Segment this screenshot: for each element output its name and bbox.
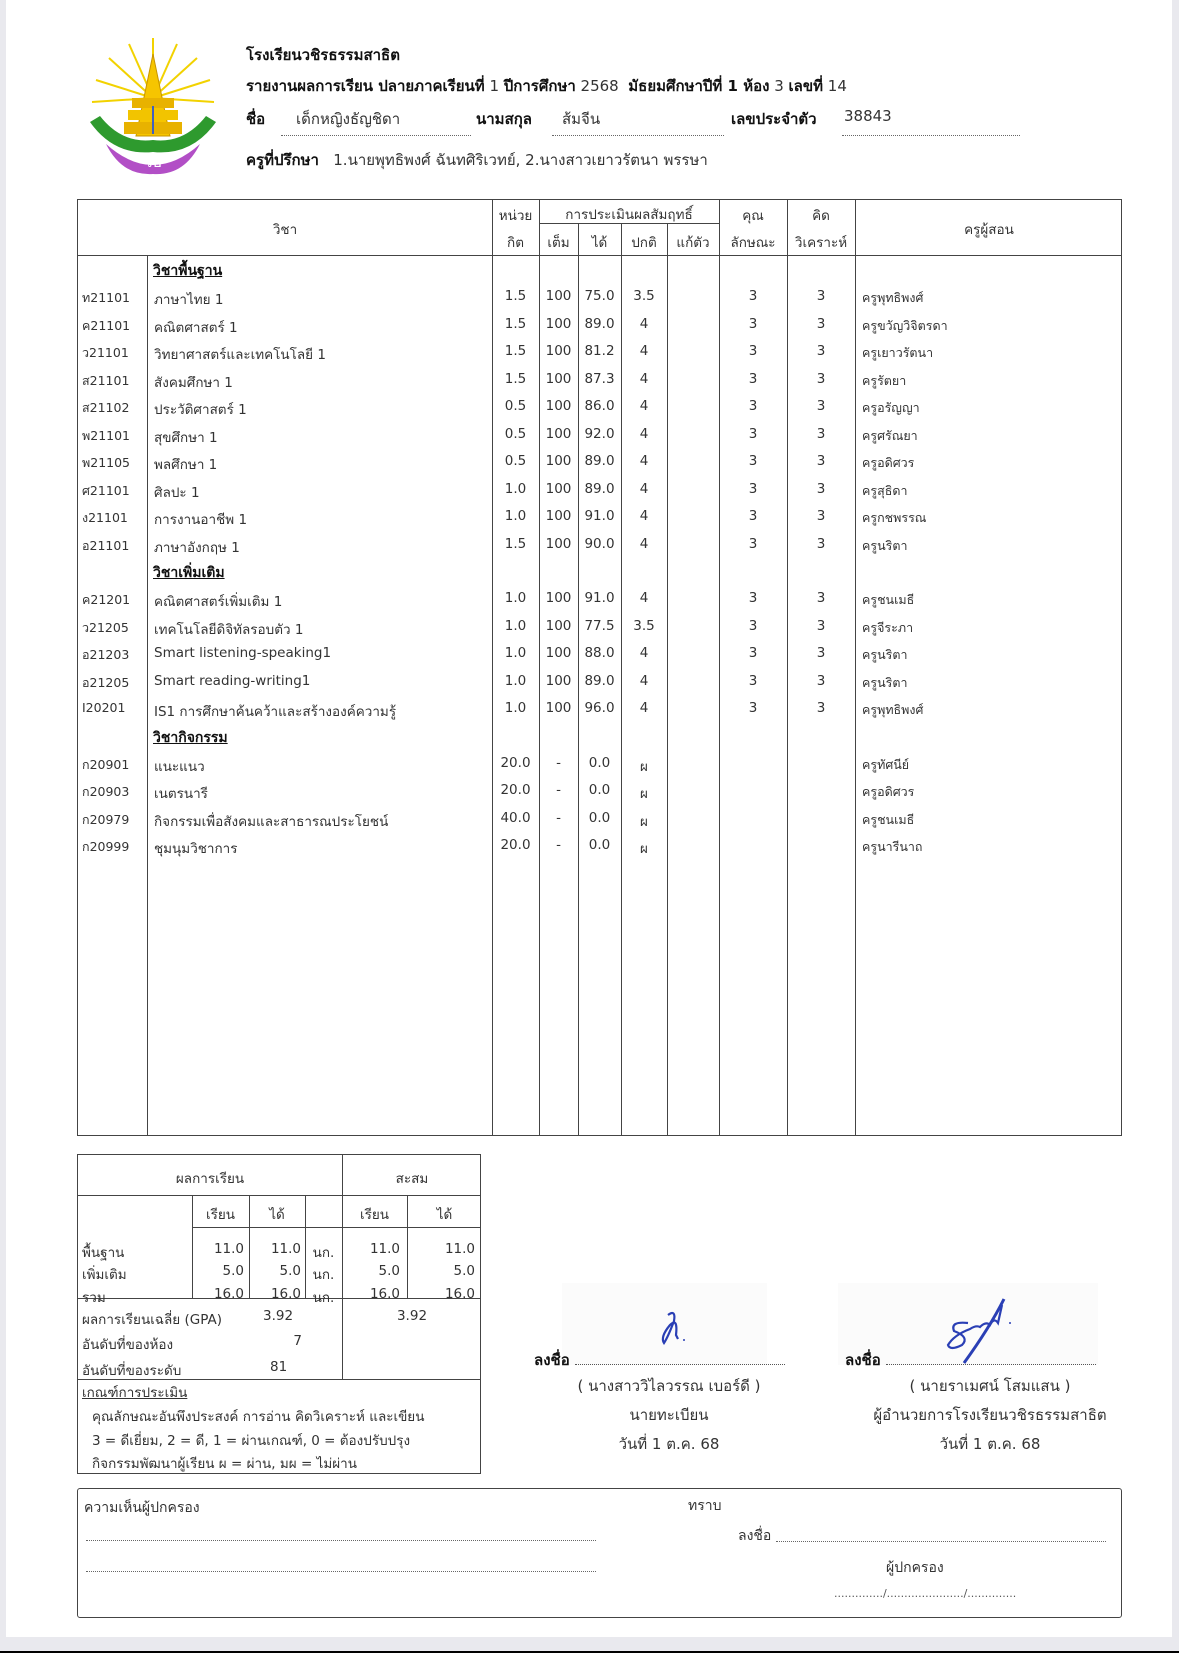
col-header-assessment: การประเมินผลสัมฤทธิ์: [565, 207, 693, 223]
cell-score: 89.0: [584, 315, 615, 332]
cell-teacher: ครูอดิศวร: [862, 784, 915, 799]
divider: [539, 200, 540, 1135]
cell-full: 100: [545, 535, 572, 552]
cell-code: ท21101: [82, 290, 131, 305]
cell-credit: 1.5: [504, 370, 527, 387]
cell-thinking: 3: [816, 672, 826, 689]
sign-dotted-line: [886, 1364, 1096, 1365]
cell-credit: 40.0: [500, 809, 531, 826]
cell-name: คณิตศาสตร์เพิ่มเติม 1: [154, 594, 283, 610]
divider: [855, 200, 856, 1135]
cell-score: 86.0: [584, 398, 615, 414]
cell-name: ภาษาอังกฤษ 1: [154, 539, 240, 556]
cell-code: ค21101: [82, 317, 131, 333]
cell-thinking: 3: [816, 700, 826, 716]
cell-teacher: ครูสุธิดา: [862, 482, 908, 498]
cell-character: 3: [748, 700, 758, 716]
sign-label: ลงชื่อ: [534, 1351, 570, 1369]
cell-character: 3: [748, 288, 758, 304]
cell-score: 89.0: [584, 480, 615, 497]
cum-gpa-value: 3.92: [396, 1308, 428, 1324]
col-header-credit-2: กิต: [507, 235, 524, 251]
cell-thinking: 3: [816, 288, 826, 304]
level-rank-label: อันดับที่ของระดับ: [82, 1363, 182, 1379]
gpa-label: ผลการเรียนเฉลี่ย (GPA): [82, 1312, 222, 1328]
divider: [787, 200, 788, 1135]
criteria-line: กิจกรรมพัฒนาผู้เรียน ผ = ผ่าน, มผ = ไม่ผ่าน: [92, 1456, 357, 1472]
cell-character: 3: [748, 370, 758, 387]
cell-credit: 1.0: [504, 700, 527, 716]
cell-credit: 20.0: [500, 837, 531, 853]
cell-name: IS1 การศึกษาค้นคว้าและสร้างองค์ความรู้: [154, 704, 397, 720]
cell-grade: ผ: [640, 841, 648, 857]
cell-character: 3: [748, 535, 758, 552]
director-sign-row: [845, 1348, 1096, 1372]
summary-label: เพิ่มเติม: [82, 1267, 127, 1283]
opinion-line[interactable]: [86, 1540, 596, 1541]
col-cum-studied: เรียน: [359, 1207, 389, 1223]
col-header-thinking: คิด: [812, 208, 830, 224]
cell-code: อ21203: [82, 647, 130, 662]
cell-credit: 1.0: [504, 645, 527, 661]
cell-grade: 4: [639, 343, 649, 359]
divider: [492, 200, 493, 1135]
summary-earned: 5.0: [279, 1263, 301, 1279]
student-surname: ส้มจีน: [562, 110, 601, 128]
cell-teacher: ครูขวัญวิจิตรดา: [862, 317, 948, 333]
cell-score: 0.0: [588, 837, 611, 853]
cell-grade: 4: [639, 645, 649, 661]
section-header: วิชาเพิ่มเติม: [153, 565, 225, 581]
cell-character: 3: [748, 480, 758, 497]
cell-score: 96.0: [584, 700, 615, 716]
cell-score: 0.0: [588, 782, 611, 798]
cell-code: ก20901: [82, 756, 130, 772]
grades-table: [77, 199, 1122, 1136]
cell-name: Smart listening-speaking1: [154, 645, 332, 661]
cell-full: 100: [545, 315, 572, 332]
summary-unit: นก.: [312, 1267, 335, 1283]
criteria-title: เกณฑ์การประเมิน: [82, 1385, 188, 1401]
name-dotted-line: [281, 135, 471, 136]
cell-name: Smart reading-writing1: [154, 672, 311, 689]
cell-credit: 20.0: [500, 782, 531, 798]
cell-code: ก20999: [82, 839, 130, 854]
cell-name: เทคโนโลยีดิจิทัลรอบตัว 1: [154, 621, 304, 638]
cell-full: 100: [545, 425, 572, 442]
director-name: ( นายราเมศน์ โสมแสน ): [909, 1377, 1071, 1395]
cell-score: 87.3: [584, 370, 615, 387]
cell-full: -: [556, 809, 561, 826]
name-label: ชื่อ: [246, 110, 266, 128]
cell-teacher: ครูทัศนีย์: [862, 756, 910, 772]
advisor-row: [246, 148, 708, 172]
cell-thinking: 3: [816, 535, 826, 552]
cell-grade: 4: [639, 590, 649, 606]
results-header: ผลการเรียน: [175, 1171, 245, 1187]
summary-cum-studied: 11.0: [369, 1241, 400, 1257]
parent-date-field[interactable]: ............../....................../..............: [834, 1587, 1017, 1600]
cell-thinking: 3: [816, 315, 826, 332]
cell-score: 77.5: [584, 617, 615, 634]
guardian-label: ผู้ปกครอง: [886, 1560, 944, 1576]
cell-name: แนะแนว: [154, 758, 205, 775]
col-header-full: เต็ม: [547, 235, 570, 251]
parent-comment-box: [77, 1488, 1122, 1618]
divider: [78, 255, 1121, 256]
col-header-character-2: ลักษณะ: [730, 235, 776, 251]
cell-credit: 1.0: [504, 672, 527, 689]
cell-full: 100: [545, 617, 572, 634]
criteria-line: 3 = ดีเยี่ยม, 2 = ดี, 1 = ผ่านเกณฑ์, 0 = ต้องปรับปรุง: [92, 1433, 411, 1449]
col-earned: ได้: [269, 1207, 285, 1223]
summary-table: [77, 1154, 481, 1474]
cell-teacher: ครูพุทธิพงศ์: [862, 290, 924, 305]
registrar-sign-row: [534, 1348, 785, 1372]
surname-dotted-line: [552, 135, 724, 136]
cell-credit: 1.5: [504, 343, 527, 359]
cell-full: 100: [545, 645, 572, 661]
surname-label: นามสกุล: [476, 110, 532, 128]
summary-cum-studied: 16.0: [369, 1286, 400, 1302]
opinion-line[interactable]: [86, 1571, 596, 1572]
cell-code: ว21205: [82, 619, 129, 635]
cell-grade: ผ: [640, 786, 648, 802]
section-header: วิชากิจกรรม: [153, 729, 228, 746]
divider: [719, 200, 720, 1135]
student-id-label: เลขประจำตัว: [731, 110, 817, 128]
cell-name: คณิตศาสตร์ 1: [154, 319, 238, 336]
cell-credit: 20.0: [500, 754, 531, 771]
cell-full: 100: [545, 288, 572, 304]
divider: [78, 1195, 480, 1196]
cell-credit: 0.5: [504, 398, 527, 414]
col-cum-earned: ได้: [436, 1207, 453, 1223]
level-label: มัธยมศึกษาปีที่ 1 ห้อง: [628, 77, 770, 95]
cell-grade: ผ: [640, 813, 648, 830]
cell-name: ชุมนุมวิชาการ: [154, 841, 238, 857]
cell-character: 3: [748, 425, 758, 442]
cell-code: ส21101: [82, 372, 130, 388]
cell-full: -: [556, 837, 561, 853]
cell-grade: 3.5: [633, 617, 655, 634]
number-value: 14: [827, 77, 847, 95]
cell-teacher: ครูเยาวรัตนา: [862, 345, 934, 360]
col-header-teacher: ครูผู้สอน: [964, 222, 1014, 238]
cell-thinking: 3: [816, 343, 826, 359]
cell-name: การงานอาชีพ 1: [154, 512, 248, 528]
summary-cum-earned: 11.0: [444, 1241, 475, 1257]
cell-credit: 1.5: [504, 535, 527, 552]
cell-character: 3: [748, 617, 758, 634]
cell-grade: 4: [639, 535, 649, 552]
cell-grade: 4: [639, 480, 649, 497]
cell-grade: ผ: [640, 758, 648, 775]
number-label: เลขที่: [788, 77, 824, 95]
cell-name: กิจกรรมเพื่อสังคมและสาธารณประโยชน์: [154, 813, 389, 830]
cell-full: 100: [545, 343, 572, 359]
divider: [147, 255, 148, 1135]
col-studied: เรียน: [205, 1207, 235, 1223]
criteria-line: คุณลักษณะอันพึงประสงค์ การอ่าน คิดวิเคราะห์ และเขียน: [92, 1409, 425, 1425]
col-header-character: คุณ: [742, 208, 764, 224]
gpa-value: 3.92: [263, 1308, 294, 1324]
cell-score: 90.0: [584, 535, 615, 552]
col-header-credit: หน่วย: [498, 208, 533, 224]
school-emblem-icon: [84, 36, 222, 178]
academic-year-label: ปีการศึกษา: [503, 77, 576, 95]
cell-code: I20201: [82, 700, 126, 715]
summary-cum-studied: 5.0: [378, 1263, 400, 1279]
cell-name: ประวัติศาสตร์ 1: [154, 402, 247, 418]
cell-grade: 4: [639, 508, 649, 524]
divider: [667, 223, 668, 1135]
parent-sign-label: ลงชื่อ: [738, 1528, 772, 1544]
director-date: วันที่ 1 ต.ค. 68: [939, 1435, 1041, 1453]
cell-thinking: 3: [816, 398, 826, 414]
semester-value: 1: [489, 77, 499, 95]
cell-name: ภาษาไทย 1: [154, 292, 224, 308]
cell-thinking: 3: [816, 370, 826, 387]
summary-label: พื้นฐาน: [82, 1245, 125, 1261]
cell-credit: 1.5: [504, 288, 527, 304]
cell-score: 92.0: [584, 425, 615, 442]
cell-score: 0.0: [588, 809, 611, 826]
summary-studied: 5.0: [222, 1263, 244, 1279]
cell-full: 100: [545, 398, 572, 414]
cell-character: 3: [748, 398, 758, 414]
cell-score: 88.0: [584, 645, 615, 661]
report-title: [246, 74, 847, 98]
cumulative-header: สะสม: [395, 1171, 429, 1187]
cell-code: ค21201: [82, 592, 131, 607]
cell-full: 100: [545, 453, 572, 469]
cell-grade: 4: [639, 672, 649, 689]
cell-score: 89.0: [584, 453, 615, 469]
col-header-remedial: แก้ตัว: [676, 235, 710, 251]
school-name: โรงเรียนวชิรธรรมสาธิต: [246, 46, 400, 64]
cell-teacher: ครูอรัญญา: [862, 400, 920, 415]
cell-grade: 4: [639, 315, 649, 332]
col-header-thinking-2: วิเคราะห์: [794, 235, 848, 251]
cell-score: 91.0: [584, 508, 615, 524]
sign-dotted-line: [575, 1364, 785, 1365]
level-rank-value: 81: [270, 1359, 288, 1375]
cell-grade: 4: [639, 425, 649, 442]
report-title-label: รายงานผลการเรียน ปลายภาคเรียนที่: [246, 77, 485, 95]
cell-code: อ21101: [82, 537, 130, 553]
cell-name: สุขศึกษา 1: [154, 429, 218, 446]
class-rank-label: อันดับที่ของห้อง: [82, 1337, 174, 1353]
col-header-normal: ปกติ: [631, 235, 657, 251]
cell-code: ง21101: [82, 510, 128, 525]
summary-studied: 16.0: [213, 1286, 244, 1302]
cell-thinking: 3: [816, 508, 826, 524]
cell-code: ก20979: [82, 811, 130, 827]
cell-teacher: ครูชนเมธี: [862, 592, 915, 607]
summary-studied: 11.0: [213, 1241, 244, 1257]
registrar-name: ( นางสาววิไลวรรณ เบอร์ดี ): [577, 1377, 761, 1395]
cell-code: อ21205: [82, 674, 130, 690]
cell-thinking: 3: [816, 590, 826, 606]
cell-full: 100: [545, 508, 572, 524]
cell-thinking: 3: [816, 425, 826, 442]
cell-character: 3: [748, 590, 758, 606]
cell-thinking: 3: [816, 480, 826, 497]
divider: [192, 1227, 480, 1228]
cell-score: 91.0: [584, 590, 615, 606]
cell-character: 3: [748, 645, 758, 661]
cell-score: 89.0: [584, 672, 615, 689]
cell-score: 0.0: [588, 754, 611, 771]
cell-character: 3: [748, 672, 758, 689]
cell-code: พ21105: [82, 455, 131, 470]
cell-grade: 3.5: [633, 288, 655, 304]
cell-character: 3: [748, 315, 758, 332]
col-header-score: ได้: [591, 235, 608, 251]
cell-code: ว21101: [82, 345, 129, 360]
summary-cum-earned: 5.0: [453, 1263, 475, 1279]
cell-name: ศิลปะ 1: [154, 484, 200, 501]
parent-opinion-label: ความเห็นผู้ปกครอง: [84, 1500, 200, 1516]
cell-credit: 1.0: [504, 508, 527, 524]
registrar-signature-icon: [654, 1307, 694, 1347]
svg-text:วธ: วธ: [143, 152, 163, 171]
cell-teacher: ครูนริตา: [862, 647, 908, 662]
student-name: เด็กหญิงธัญชิดา: [296, 110, 401, 128]
registrar-position: นายทะเบียน: [629, 1406, 709, 1424]
cell-name: พลศึกษา 1: [154, 457, 218, 473]
summary-unit: นก.: [312, 1290, 335, 1306]
academic-year-value: 2568: [580, 77, 619, 95]
cell-teacher: ครูจีระภา: [862, 619, 914, 635]
student-id: 38843: [844, 107, 892, 125]
cell-grade: 4: [639, 700, 649, 716]
cell-thinking: 3: [816, 645, 826, 661]
acknowledge-label: ทราบ: [688, 1498, 722, 1514]
cell-thinking: 3: [816, 617, 826, 634]
registrar-date: วันที่ 1 ต.ค. 68: [618, 1435, 720, 1453]
cell-full: 100: [545, 480, 572, 497]
cell-teacher: ครูนริตา: [862, 537, 908, 553]
class-rank-value: 7: [293, 1333, 302, 1349]
cell-character: 3: [748, 508, 758, 524]
cell-grade: 4: [639, 370, 649, 387]
advisor-names: 1.นายพุทธิพงศ์ ฉันทศิริเวทย์, 2.นางสาวเยาวรัตนา พรรษา: [333, 151, 708, 169]
cell-grade: 4: [639, 453, 649, 469]
cell-full: 100: [545, 590, 572, 606]
cell-name: เนตรนารี: [154, 786, 208, 802]
sign-label: ลงชื่อ: [845, 1351, 881, 1369]
parent-sign-line[interactable]: [776, 1541, 1106, 1542]
cell-teacher: ครูอดิศวร: [862, 455, 915, 470]
cell-teacher: ครูศรัณยา: [862, 427, 918, 443]
section-header: วิชาพื้นฐาน: [153, 263, 223, 279]
director-position: ผู้อำนวยการโรงเรียนวชิรธรรมสาธิต: [873, 1406, 1107, 1424]
cell-credit: 1.0: [504, 617, 527, 634]
cell-teacher: ครูนารีนาถ: [862, 839, 923, 854]
summary-label: รวม: [82, 1290, 106, 1306]
cell-teacher: ครูพุทธิพงศ์: [862, 702, 924, 717]
cell-code: พ21101: [82, 427, 131, 443]
cell-credit: 1.5: [504, 315, 527, 332]
cell-credit: 1.0: [504, 590, 527, 606]
cell-score: 75.0: [584, 288, 615, 304]
cell-teacher: ครูรัตยา: [862, 372, 907, 388]
summary-cum-earned: 16.0: [444, 1286, 475, 1302]
cell-credit: 1.0: [504, 480, 527, 497]
cell-full: 100: [545, 370, 572, 387]
cell-teacher: ครูกชพรรณ: [862, 510, 927, 525]
id-dotted-line: [842, 135, 1020, 136]
summary-unit: นก.: [312, 1245, 335, 1261]
cell-character: 3: [748, 343, 758, 359]
cell-code: ศ21101: [82, 482, 130, 498]
cell-thinking: 3: [816, 453, 826, 469]
cell-credit: 0.5: [504, 425, 527, 442]
cell-grade: 4: [639, 398, 649, 414]
cell-character: 3: [748, 453, 758, 469]
cell-full: 100: [545, 700, 572, 716]
cell-name: วิทยาศาสตร์และเทคโนโลยี 1: [154, 347, 326, 363]
cell-code: ก20903: [82, 784, 130, 799]
cell-code: ส21102: [82, 400, 130, 415]
cell-name: สังคมศึกษา 1: [154, 374, 233, 391]
cell-full: -: [556, 754, 561, 771]
summary-earned: 11.0: [270, 1241, 301, 1257]
cell-teacher: ครูนริตา: [862, 674, 908, 690]
cell-full: -: [556, 782, 561, 798]
summary-earned: 16.0: [270, 1286, 301, 1302]
cell-score: 81.2: [584, 343, 615, 359]
advisor-label: ครูที่ปรึกษา: [246, 151, 319, 169]
col-header-subject: วิชา: [272, 222, 298, 238]
cell-teacher: ครูชนเมธี: [862, 811, 915, 827]
room-value: 3: [774, 77, 784, 95]
cell-credit: 0.5: [504, 453, 527, 469]
cell-full: 100: [545, 672, 572, 689]
